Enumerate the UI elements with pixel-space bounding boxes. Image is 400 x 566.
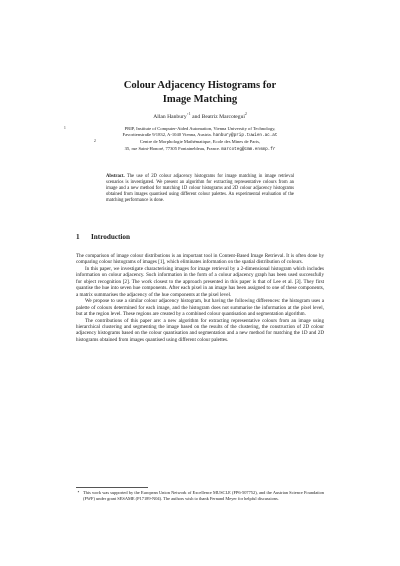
affiliation-1-email: hanbury@prip.tuwien.ac.at	[213, 133, 278, 139]
author-1: Allan Hanbury	[153, 114, 187, 120]
footnote-mark: ⋆	[77, 489, 80, 494]
footnote	[76, 490, 324, 502]
section-number: 1	[76, 233, 80, 241]
affiliation-2-line-1: Centre de Morphologie Mathématique, Ecole des Mines de Paris,	[139, 139, 261, 145]
affiliation-1-line-1: PRIP, Institute of Computer-Aided Automation, Vienna University of Technology,	[124, 126, 276, 131]
paper-page	[64, 0, 324, 566]
paragraph-2: In this paper, we investigate characterising images for image retrieval by a 2-dimensional histogram which includes information on colour adjacency. Such information in the form of a colour adjacency graph has been used successfully for object recognition [2]. The work closest to the approach presented in this paper is that of Lee et al. [3]. They first quantise the hue into seven hue components. After each pixel in an image has been assigned to one of these components, a matrix summarises the adjacency of the hue components at the pixel level.	[76, 265, 324, 298]
abstract	[106, 174, 294, 204]
title-line-1: Colour Adjacency Histograms for	[123, 80, 277, 91]
affiliation-2-line-2	[76, 146, 324, 153]
affiliation-2-email: marcoteg@cmm.ensmp.fr	[221, 146, 276, 152]
affiliations	[64, 126, 324, 153]
author-2-marks: 2	[244, 112, 247, 117]
paper-title	[76, 79, 324, 106]
affiliation-1	[64, 126, 324, 139]
paragraph-4: The contributions of this paper are: a new algorithm for extracting representative colours from an image using hierarchical clustering and segmenting the image based on the results of the clustering, the construction of 2D colour adjacency histograms based on the colour quantisation and segmentation and a new method for matching the 1D and 2D histograms obtained from images quantised using different colour palettes.	[76, 317, 324, 343]
title-line-2: Image Matching	[162, 93, 238, 105]
affiliation-1-mark: 1	[64, 126, 66, 130]
author-1-marks: ⋆1	[186, 112, 191, 117]
abstract-label: Abstract.	[106, 174, 125, 179]
affiliation-2	[76, 139, 324, 152]
abstract-text: The use of 2D colour adjacency histograms for image matching in image retrieval scenarios is investigated. We present an algorithm for extracting representative colours from an image and a new method for matching 1D colour histograms and 2D colour adjacency histograms obtained from images quantised using different colour palettes. An experimental evaluation of the matching performance is done.	[106, 174, 294, 204]
body-text	[76, 253, 324, 343]
author-conjunction: and	[190, 114, 202, 120]
section-heading	[76, 233, 324, 242]
author-line	[76, 114, 324, 121]
affiliation-2-mark: 2	[94, 139, 96, 144]
footnote-rule	[76, 487, 148, 488]
paragraph-3: We propose to use a similar colour adjacency histogram, but having the following differences: the histogram uses a palette of colours determined for each image, and the histogram does not summarise the information at the pixel level, but at the region level. These regions are created by a combined colour quantisation and segmentation algorithm.	[76, 298, 324, 318]
affiliation-2-address: 35, rue Saint-Honoré, 77305 Fontainebleau, France.	[124, 145, 222, 151]
affiliation-1-line-2	[76, 132, 324, 139]
section-title: Introduction	[91, 233, 131, 241]
author-2: Beatriz Marcotegui	[201, 114, 245, 120]
footnote-text: This work was supported by the European Union Network of Excellence MUSCLE (FP6-507752), and the Austrian Science Foundation (FWF) under grant SESAME (P17189-N04). The authors wish to thank Fernand Meyer for helpful discussions.	[83, 490, 324, 501]
paragraph-1: The comparison of image colour distributions is an important tool in Content-Based Image Retrieval. It is often done by comparing colour histograms of images [1], which eliminates information on the spatial distribution of colours.	[76, 253, 324, 266]
affiliation-1-address: Favoritenstraße 9/1832, A-1040 Vienna, Austria.	[122, 132, 213, 138]
